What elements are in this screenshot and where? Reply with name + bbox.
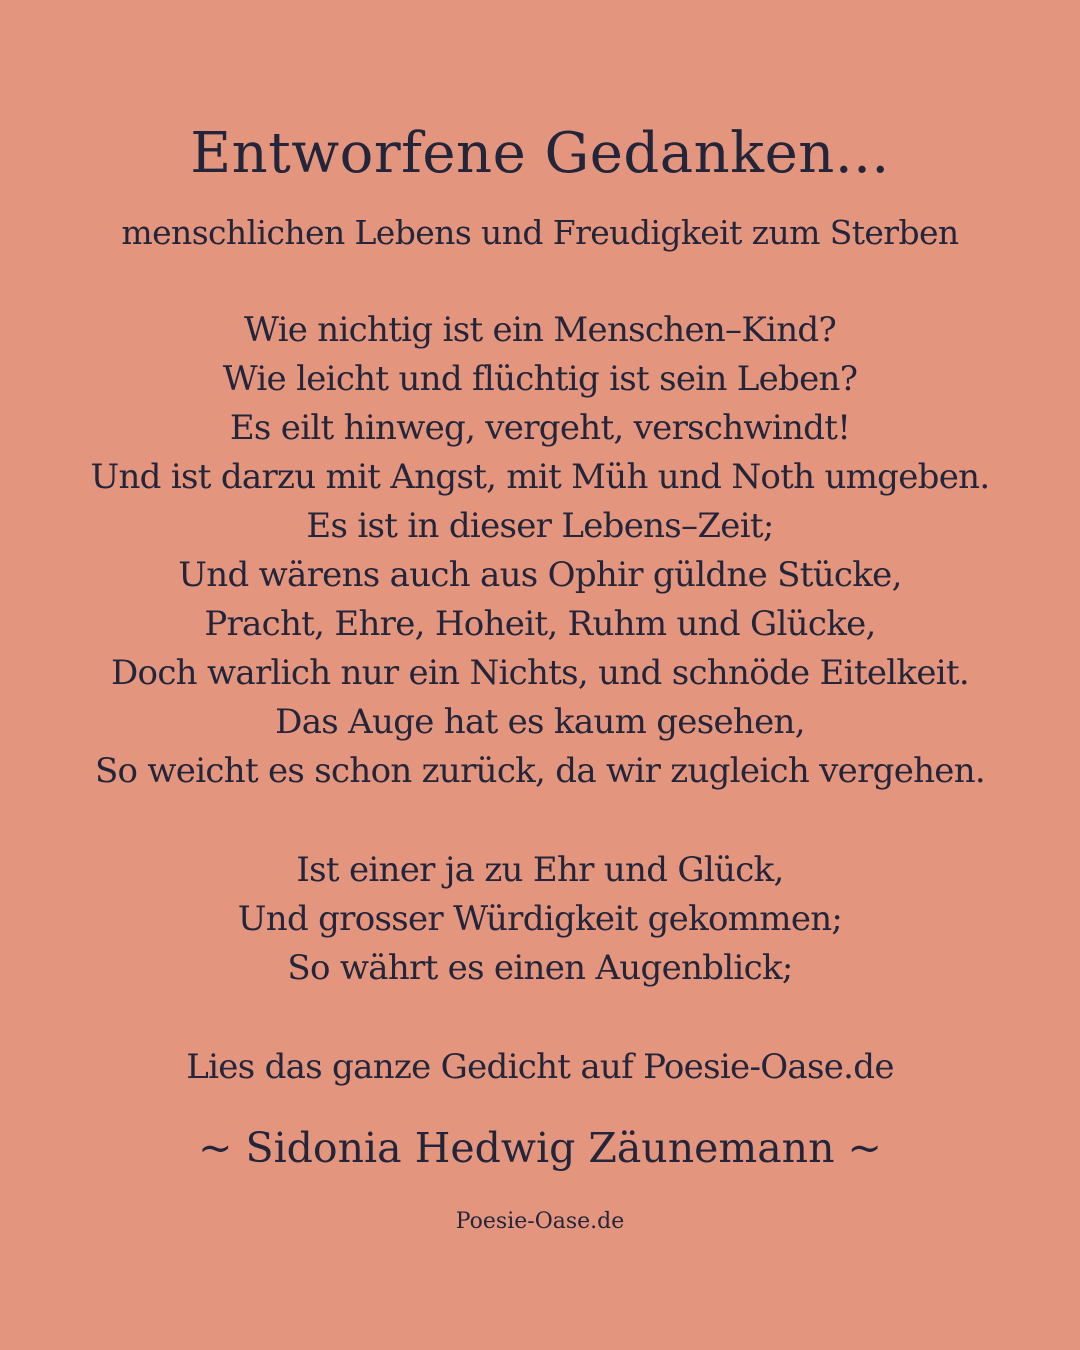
- poem-line: Und wärens auch aus Ophir güldne Stücke,: [178, 555, 902, 595]
- stanza: [0, 846, 1080, 993]
- poem-line: Ist einer ja zu Ehr und Glück,: [296, 850, 784, 890]
- poem-line: So weicht es schon zurück, da wir zugleich vergehen.: [94, 751, 986, 791]
- poem-line: Und grosser Würdigkeit gekommen;: [237, 899, 843, 939]
- poem-subtitle: menschlichen Lebens und Freudigkeit zum Sterben: [121, 213, 959, 252]
- poem-line: Pracht, Ehre, Hoheit, Ruhm und Glücke,: [204, 604, 876, 644]
- poem-title: Entworfene Gedanken...: [190, 121, 890, 186]
- poem-line: Es eilt hinweg, vergeht, verschwindt!: [229, 408, 851, 448]
- poem-line: Doch warlich nur ein Nichts, und schnöde Eitelkeit.: [111, 653, 969, 693]
- poem-line: Das Auge hat es kaum gesehen,: [275, 702, 805, 742]
- poem-line: Und ist darzu mit Angst, mit Müh und Noth umgeben.: [90, 457, 990, 497]
- poem-line: Wie leicht und flüchtig ist sein Leben?: [222, 359, 858, 399]
- poem-line: So währt es einen Augenblick;: [287, 948, 793, 988]
- poem-line: Es ist in dieser Lebens–Zeit;: [306, 506, 774, 546]
- stanza: [0, 306, 1080, 796]
- poem-line: Wie nichtig ist ein Menschen–Kind?: [243, 310, 837, 350]
- read-full-poem-text: Lies das ganze Gedicht auf Poesie-Oase.de: [186, 1047, 894, 1087]
- poem-author: ~ Sidonia Hedwig Zäunemann ~: [198, 1124, 882, 1172]
- site-watermark: Poesie-Oase.de: [455, 1209, 625, 1234]
